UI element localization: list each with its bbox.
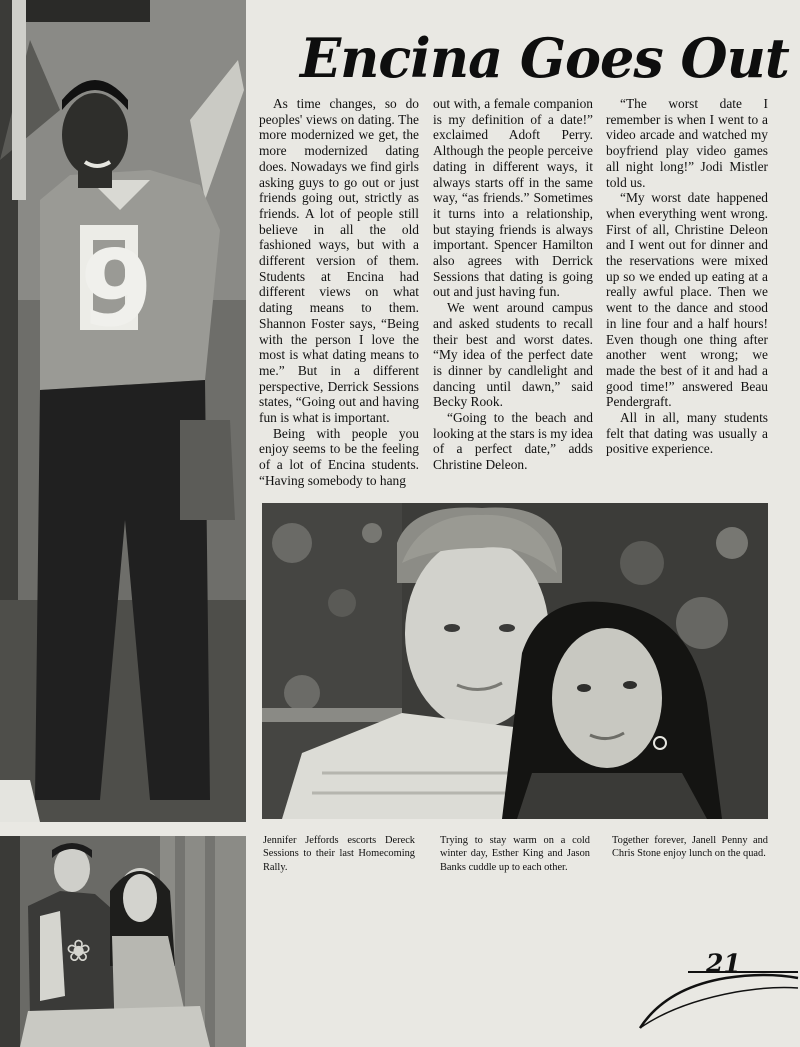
article-paragraph: As time changes, so do peoples' views on dating. The more modernized we get, the more modernized dating does. Nowadays we find girls asking guys to go out or just friends going out, strictly as friends. A lot of people still believe in all the old fashioned ways, but with a different version of them. Students at Encina had different views on what dating means to them. Shannon Foster says, “Being with the person I love the most is what dating means to me.” But in a different perspective, Derrick Sessions states, “Going out and having fun is what is important. xyxy=(259,96,419,426)
football-player-photo xyxy=(0,0,246,822)
article-paragraph: “My worst date happened when everything went wrong. First of all, Christine Deleon and I went out for dinner and the reservations were mixed up so we ended up eating at a really awful place. Then we went to the dance and stood in line four and a half hours! Even though one thing after another went wrong; we made the best of it and had a good time!” answered Beau Pendergraft. xyxy=(606,190,768,410)
photo-caption: Jennifer Jeffords escorts Dereck Sessions to their last Homecoming Rally. xyxy=(263,835,415,873)
article-paragraph: Being with people you enjoy seems to be the feeling of a lot of Encina students. “Having somebody to hang xyxy=(259,425,419,488)
photo-caption: Trying to stay warm on a cold winter day, Esther King and Jason Banks cuddle up to each other. xyxy=(440,835,590,873)
jersey-number: 9 xyxy=(80,228,154,350)
article-paragraph: “Going to the beach and looking at the stars is my idea of a perfect date,” adds Christine Deleon. xyxy=(433,410,593,473)
article-paragraph: “The worst date I remember is when I went to a video arcade and watched my boyfriend play video games all night long!” Jodi Mistler told us. xyxy=(606,96,768,190)
svg-text:❀: ❀ xyxy=(66,934,92,969)
page-number: 21 xyxy=(706,949,741,978)
photo-caption: Together forever, Janell Penny and Chris Stone enjoy lunch on the quad. xyxy=(612,835,768,860)
article-paragraph: out with, a female companion is my definition of a date!” exclaimed Adoft Perry. Although the people perceive dating in different ways, it always starts off in the same way, “as friends.” Sometimes it turns into a relationship, but staying friends is always important. Spencer Hamilton also agrees with Derrick Sessions that dating is going out and just having fun. xyxy=(433,96,593,300)
couple-lunch-photo xyxy=(0,836,246,1047)
article-paragraph: We went around campus and asked students to recall their best and worst dates. “My idea of the perfect date is dinner by candlelight and dancing until dawn,” said Becky Rook. xyxy=(433,300,593,410)
article-title: Encina Goes Out xyxy=(300,26,789,90)
article-column-1 xyxy=(259,96,419,489)
couple-cuddle-photo xyxy=(262,503,768,819)
article-column-3 xyxy=(606,96,768,457)
article-paragraph: All in all, many students felt that dating was usually a positive experience. xyxy=(606,410,768,457)
article-column-2 xyxy=(433,96,593,473)
